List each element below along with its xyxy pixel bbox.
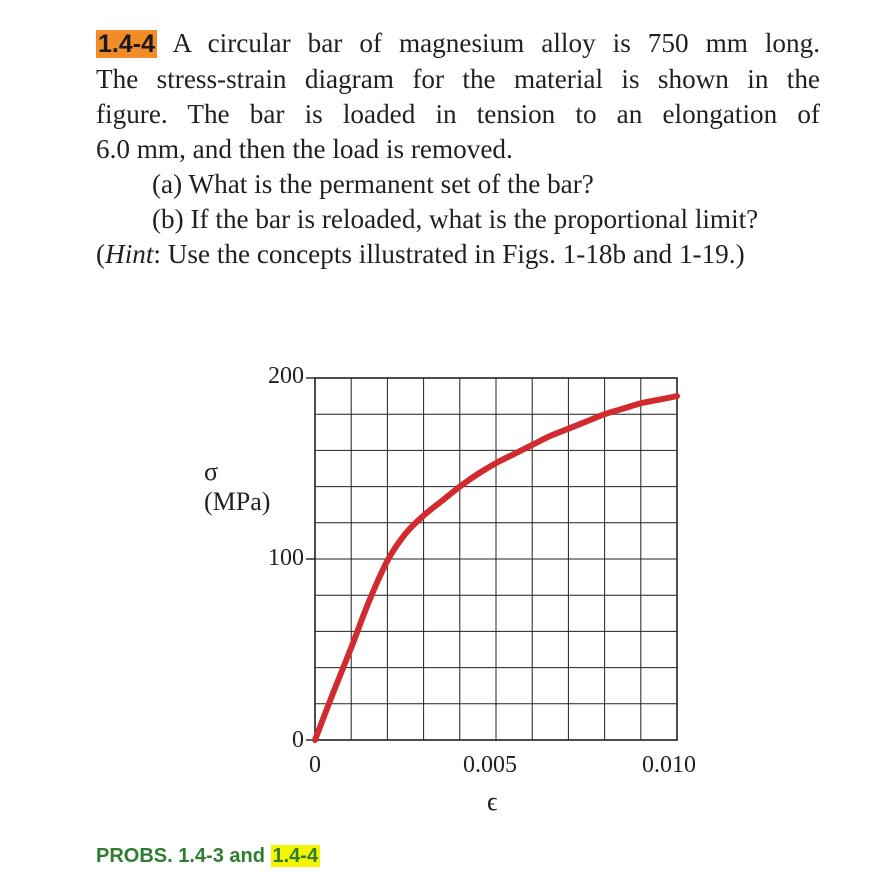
y-tick-label-100: 100 bbox=[268, 545, 304, 571]
hint-word: Hint bbox=[105, 239, 154, 269]
problem-line-3: figure. The bar is loaded in tension to an elongation of bbox=[96, 99, 820, 129]
y-tick-label-0: 0 bbox=[292, 727, 304, 753]
chart-grid bbox=[306, 378, 677, 740]
y-axis-title: σ (MPa) bbox=[204, 457, 271, 516]
problem-line-1: 1.4-4 A circular bar of magnesium alloy is 750 mm long. bbox=[98, 28, 820, 58]
problem-line-2: The stress-strain diagram for the material is shown in the bbox=[96, 64, 820, 94]
x-axis-title: ϵ bbox=[487, 787, 498, 816]
problem-line-4: 6.0 mm, and then the load is removed. bbox=[96, 134, 513, 164]
problem-number: 1.4-4 bbox=[98, 30, 155, 58]
hint-line: (Hint: Use the concepts illustrated in Figs. 1-18b and 1-19.) bbox=[96, 239, 745, 269]
figure-caption: PROBS. 1.4-3 and 1.4-4 bbox=[96, 845, 319, 867]
x-tick-label-0.010: 0.010 bbox=[642, 752, 696, 778]
y-tick-label-200: 200 bbox=[268, 363, 304, 389]
caption-highlight: 1.4-4 bbox=[272, 845, 319, 867]
question-part-a: (a) What is the permanent set of the bar? bbox=[152, 169, 594, 199]
x-tick-label-0: 0 bbox=[309, 752, 321, 778]
question-part-b: (b) If the bar is reloaded, what is the proportional limit? bbox=[152, 204, 759, 234]
x-tick-label-0.005: 0.005 bbox=[463, 752, 517, 778]
